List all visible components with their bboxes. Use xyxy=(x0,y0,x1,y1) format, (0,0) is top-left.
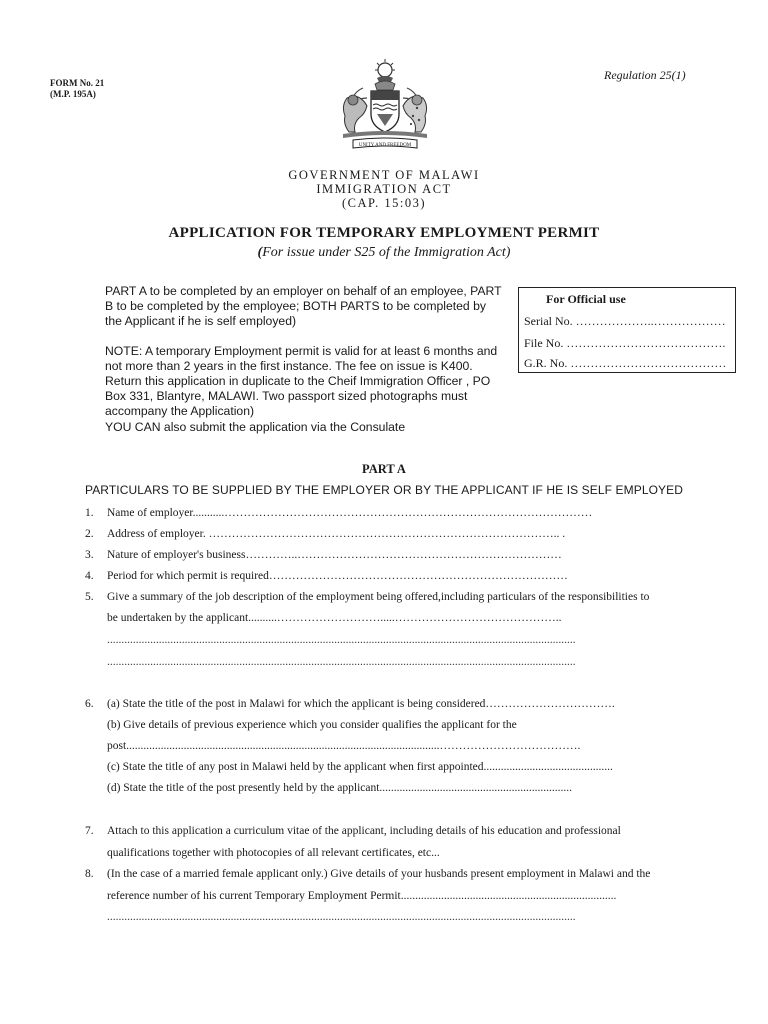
item-5-answer-line[interactable]: ................................................................................................................................................................... xyxy=(107,634,576,646)
item-4-permit-period[interactable]: 4. Period for which permit is required…………………………………………………………………… xyxy=(85,570,568,582)
item-5-answer-line[interactable]: ................................................................................................................................................................... xyxy=(107,656,576,668)
instructions-note: NOTE: A temporary Employment permit is valid for at least 6 months and not more than 2 years in the first instance. The fee on issue is K400. Return this application in duplicate to the Cheif Immigration Officer , PO Box 331, Blantyre, MALAWI. Two passport sized photographs must accompany the Application) xyxy=(105,343,498,419)
form-reference: (M.P. 195A) xyxy=(50,89,96,99)
form-subtitle xyxy=(0,245,768,261)
subtitle-paren: ( xyxy=(257,245,263,260)
instructions-parts: PART A to be completed by an employer on behalf of an employee, PART B to be completed by the employee; BOTH PARTS to be completed by the Applicant if he is self employed) xyxy=(105,284,502,329)
form-title: APPLICATION FOR TEMPORARY EMPLOYMENT PERMIT xyxy=(168,225,600,241)
item-6b-experience: (b) Give details of previous experience which you consider qualifies the applicant for the xyxy=(107,719,517,731)
government-name: GOVERNMENT OF MALAWI xyxy=(288,168,480,182)
serial-no-field[interactable]: Serial No. ………………..……………… xyxy=(524,314,726,328)
gr-no-field[interactable]: G.R. No. ………………………………… xyxy=(524,356,727,370)
item-8-answer-line[interactable]: ................................................................................................................................................................... xyxy=(107,911,576,923)
form-number-label: FORM No. 21 xyxy=(50,78,105,88)
item-1-name-of-employer[interactable]: 1. Name of employer...........…………………………………………………………………………………… xyxy=(85,507,593,519)
item-7-continuation: qualifications together with photocopies of all relevant certificates, etc... xyxy=(107,847,440,859)
item-6c-first-post[interactable]: (c) State the title of any post in Malawi held by the applicant when first appointed............................................. xyxy=(107,761,613,773)
item-7-curriculum-vitae: 7. Attach to this application a curriculum vitae of the applicant, including details of his education and professional xyxy=(85,825,621,837)
part-a-particulars: PARTICULARS TO BE SUPPLIED BY THE EMPLOYER OR BY THE APPLICANT IF HE IS SELF EMPLOYED xyxy=(84,483,684,497)
part-a-heading: PART A xyxy=(362,462,406,476)
item-6b-answer-line[interactable]: post.............................................................................................................………………………………. xyxy=(107,740,581,752)
instructions xyxy=(105,284,505,435)
item-6d-present-post[interactable]: (d) State the title of the post presently held by the applicant................................................................... xyxy=(107,782,573,794)
instructions-consulate: YOU CAN also submit the application via the Consulate xyxy=(105,419,406,434)
act-chapter: (CAP. 15:03) xyxy=(342,196,426,210)
subtitle-text: For issue under S25 of the Immigration Act) xyxy=(262,245,511,260)
official-use-heading: For Official use xyxy=(546,292,626,306)
official-use-box xyxy=(518,287,736,373)
malawi-coat-of-arms-icon xyxy=(333,58,437,152)
item-3-nature-of-business[interactable]: 3. Nature of employer's business…………..…………………………………………………………… xyxy=(85,549,562,561)
item-5-continuation[interactable]: be undertaken by the applicant..........……………………….....…………………………………….. xyxy=(107,612,562,624)
item-8-continuation[interactable]: reference number of his current Temporary Employment Permit........................................................................... xyxy=(107,890,617,902)
item-8-husband-employment: 8. (In the case of a married female applicant only.) Give details of your husbands present employment in Malawi and the xyxy=(85,868,651,880)
item-6a-post-title[interactable]: 6. (a) State the title of the post in Malawi for which the applicant is being considered……………………………. xyxy=(85,698,615,710)
coat-motto: UNITY AND FREEDOM xyxy=(358,143,412,148)
item-5-job-summary: 5. Give a summary of the job description of the employment being offered,including particulars of the responsibilities to xyxy=(85,591,650,603)
file-no-field[interactable]: File No. …………………………………. xyxy=(524,336,726,350)
item-2-address-of-employer[interactable]: 2. Address of employer. ……………………………………………………………………………….. . xyxy=(85,528,566,540)
regulation-reference: Regulation 25(1) xyxy=(604,68,686,82)
form-number xyxy=(50,78,104,100)
act-name: IMMIGRATION ACT xyxy=(316,182,452,196)
